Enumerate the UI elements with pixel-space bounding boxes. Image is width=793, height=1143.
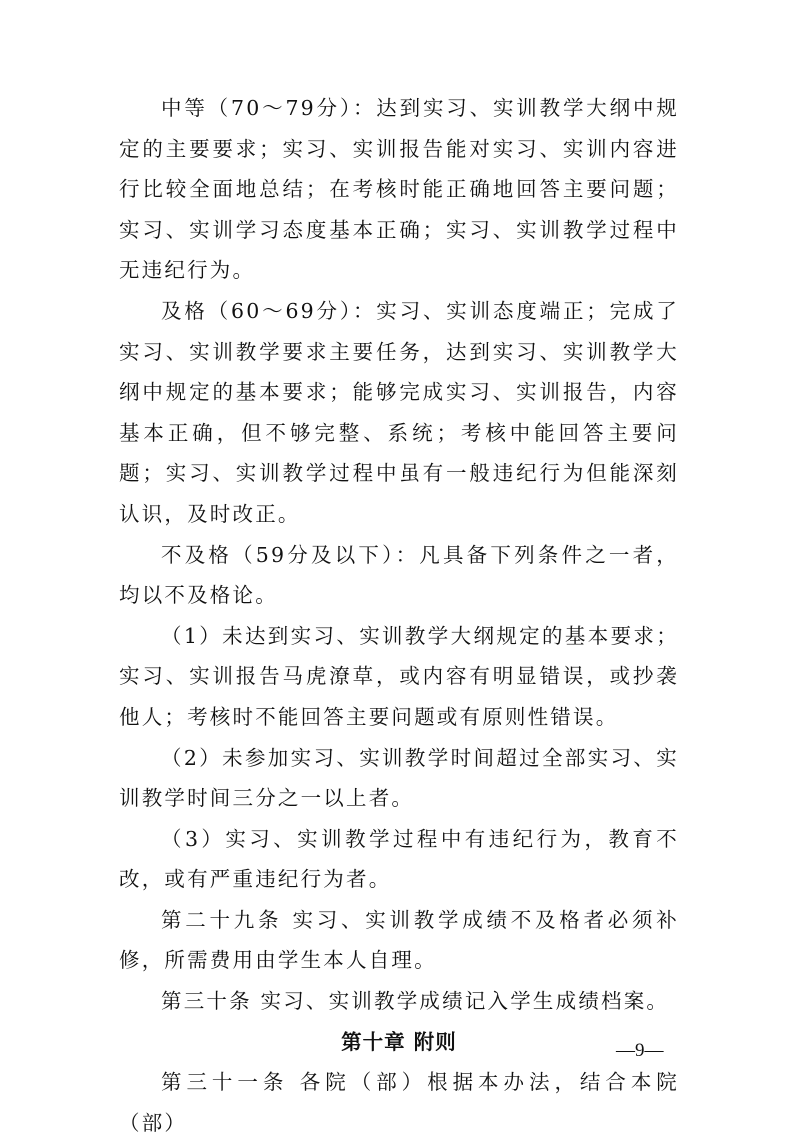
article-30: 第三十条 实习、实训教学成绩记入学生成绩档案。 bbox=[161, 989, 670, 1014]
fail-condition-2: （2）未参加实习、实训教学时间超过全部实习、实训教学时间三分之一以上者。 bbox=[119, 745, 679, 811]
document-body bbox=[119, 88, 679, 1143]
fail-condition-1: （1）未达到实习、实训教学大纲规定的基本要求；实习、实训报告马虎潦草，或内容有明显错误，或抄袭他人；考核时不能回答主要问题或有原则性错误。 bbox=[119, 623, 679, 729]
article-31: 第三十一条 各院（部）根据本办法，结合本院（部） bbox=[119, 1070, 679, 1135]
chapter-heading: 第十章 附则 bbox=[341, 1029, 457, 1054]
paragraph-grade-fail: 不及格（59分及以下）：凡具备下列条件之一者，均以不及格论。 bbox=[119, 542, 679, 608]
fail-condition-3: （3）实习、实训教学过程中有违纪行为，教育不改，或有严重违纪行为者。 bbox=[119, 826, 679, 892]
page-number: —9— bbox=[616, 1040, 664, 1061]
paragraph-grade-medium: 中等（70～79分）：达到实习、实训教学大纲中规定的主要要求；实习、实训报告能对实习、实训内容进行比较全面地总结；在考核时能正确地回答主要问题；实习、实训学习态度基本正确；实习、实训教学过程中无违纪行为。 bbox=[119, 96, 679, 283]
article-29: 第二十九条 实习、实训教学成绩不及格者必须补修，所需费用由学生本人自理。 bbox=[119, 907, 679, 973]
paragraph-grade-pass: 及格（60～69分）：实习、实训态度端正；完成了实习、实训教学要求主要任务，达到实习、实训教学大纲中规定的基本要求；能够完成实习、实训报告，内容基本正确，但不够完整、系统；考核中能回答主要问题；实习、实训教学过程中虽有一般违纪行为但能深刻认识，及时改正。 bbox=[119, 298, 679, 526]
